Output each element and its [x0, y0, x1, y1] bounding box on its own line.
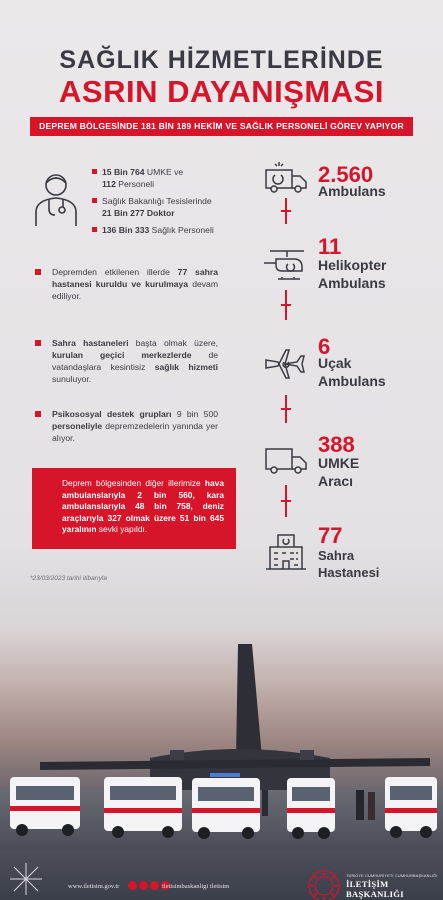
personnel-item-doctors: Sağlık Bakanlığı Tesislerinde 21 Bin 277 Doktor [92, 195, 242, 219]
iletisim-logo-icon [307, 869, 341, 900]
transfer-info-box: Deprem bölgesinden diğer illerimize hava ambulanslarıyla 2 bin 560, kara ambulanslarıyla 48 bin 758, deniz araçlarıyla 327 olmak üzere 51 bin 645 yaralının sevki yapıldı. [32, 468, 236, 549]
organization-subtitle: TÜRKİYE CUMHURİYETİ CUMHURBAŞKANLIĞI [346, 874, 438, 878]
personnel-item-health-staff: 136 Bin 333 Sağlık Personeli [92, 224, 242, 236]
paragraph-psychosocial: Psikososyal destek grupları 9 bin 500 personeliyle depremzedelerin yanında yer alıyor. [35, 408, 218, 444]
aircraft-ambulances-photo [0, 640, 443, 850]
timeline-tick [281, 304, 291, 306]
paragraph-health-services: Sahra hastaneleri başta olmak üzere, kurulan geçici merkezlerde de vatandaşlara kesintisiz sağlık hizmeti sunuluyor. [35, 337, 218, 385]
stat-label-airplane-1: Uçak [318, 355, 352, 371]
stat-number-airplane: 6 [318, 334, 331, 359]
title-line-2: ASRIN DAYANIŞMASI [59, 74, 384, 109]
personnel-item-umke: 15 Bin 764 UMKE ve 112 Personeli [92, 166, 242, 190]
footer [0, 845, 443, 900]
stat-number-helicopter: 11 [318, 234, 342, 259]
twitter-icon[interactable] [139, 881, 148, 890]
stat-label-field-hospital-2: Hastanesi [318, 565, 380, 580]
stat-number-ambulance: 2.560 [318, 162, 374, 187]
timeline-tick [281, 500, 291, 502]
headline-banner: DEPREM BÖLGESİNDE 181 BİN 189 HEKİM VE SAĞLIK PERSONELİ GÖREV YAPIYOR [30, 117, 413, 136]
stat-number-field-hospital: 77 [318, 523, 343, 548]
date-footnote: *23/03/2023 tarihi itibarıyla [30, 575, 107, 582]
truck-icon [262, 439, 310, 479]
ambulance-icon [262, 158, 310, 198]
stat-label-umke-2: Aracı [318, 473, 354, 489]
airplane-icon [262, 342, 310, 382]
title-line-1: SAĞLIK HİZMETLERİNDE [59, 46, 384, 74]
doctor-icon [30, 168, 82, 230]
paragraph-field-hospitals: Depremden etkilenen illerde 77 sahra hastanesi kuruldu ve kurulmaya devam ediliyor. [35, 266, 218, 302]
stat-label-ambulance: Ambulans [318, 183, 386, 199]
helicopter-icon [262, 245, 310, 285]
social-handle[interactable]: iletisimbaskanligi iletisim [162, 883, 230, 890]
organization-name: İLETİŞİM BAŞKANLIĞI [346, 879, 404, 899]
personnel-list [92, 166, 242, 241]
stat-label-field-hospital-1: Sahra [318, 548, 355, 563]
timeline-tick [281, 408, 291, 410]
stat-label-airplane-2: Ambulans [318, 373, 386, 389]
star-decoration-icon [6, 859, 46, 899]
website-link[interactable]: www.iletisim.gov.tr [68, 883, 120, 890]
stat-label-umke-1: UMKE [318, 455, 360, 471]
stat-label-helicopter-2: Ambulans [318, 275, 386, 291]
hospital-icon [262, 531, 310, 571]
timeline-tick [281, 210, 291, 212]
stat-number-umke: 388 [318, 432, 355, 457]
stat-label-helicopter-1: Helikopter [318, 257, 387, 273]
facebook-icon[interactable] [128, 881, 137, 890]
instagram-icon[interactable] [150, 881, 159, 890]
